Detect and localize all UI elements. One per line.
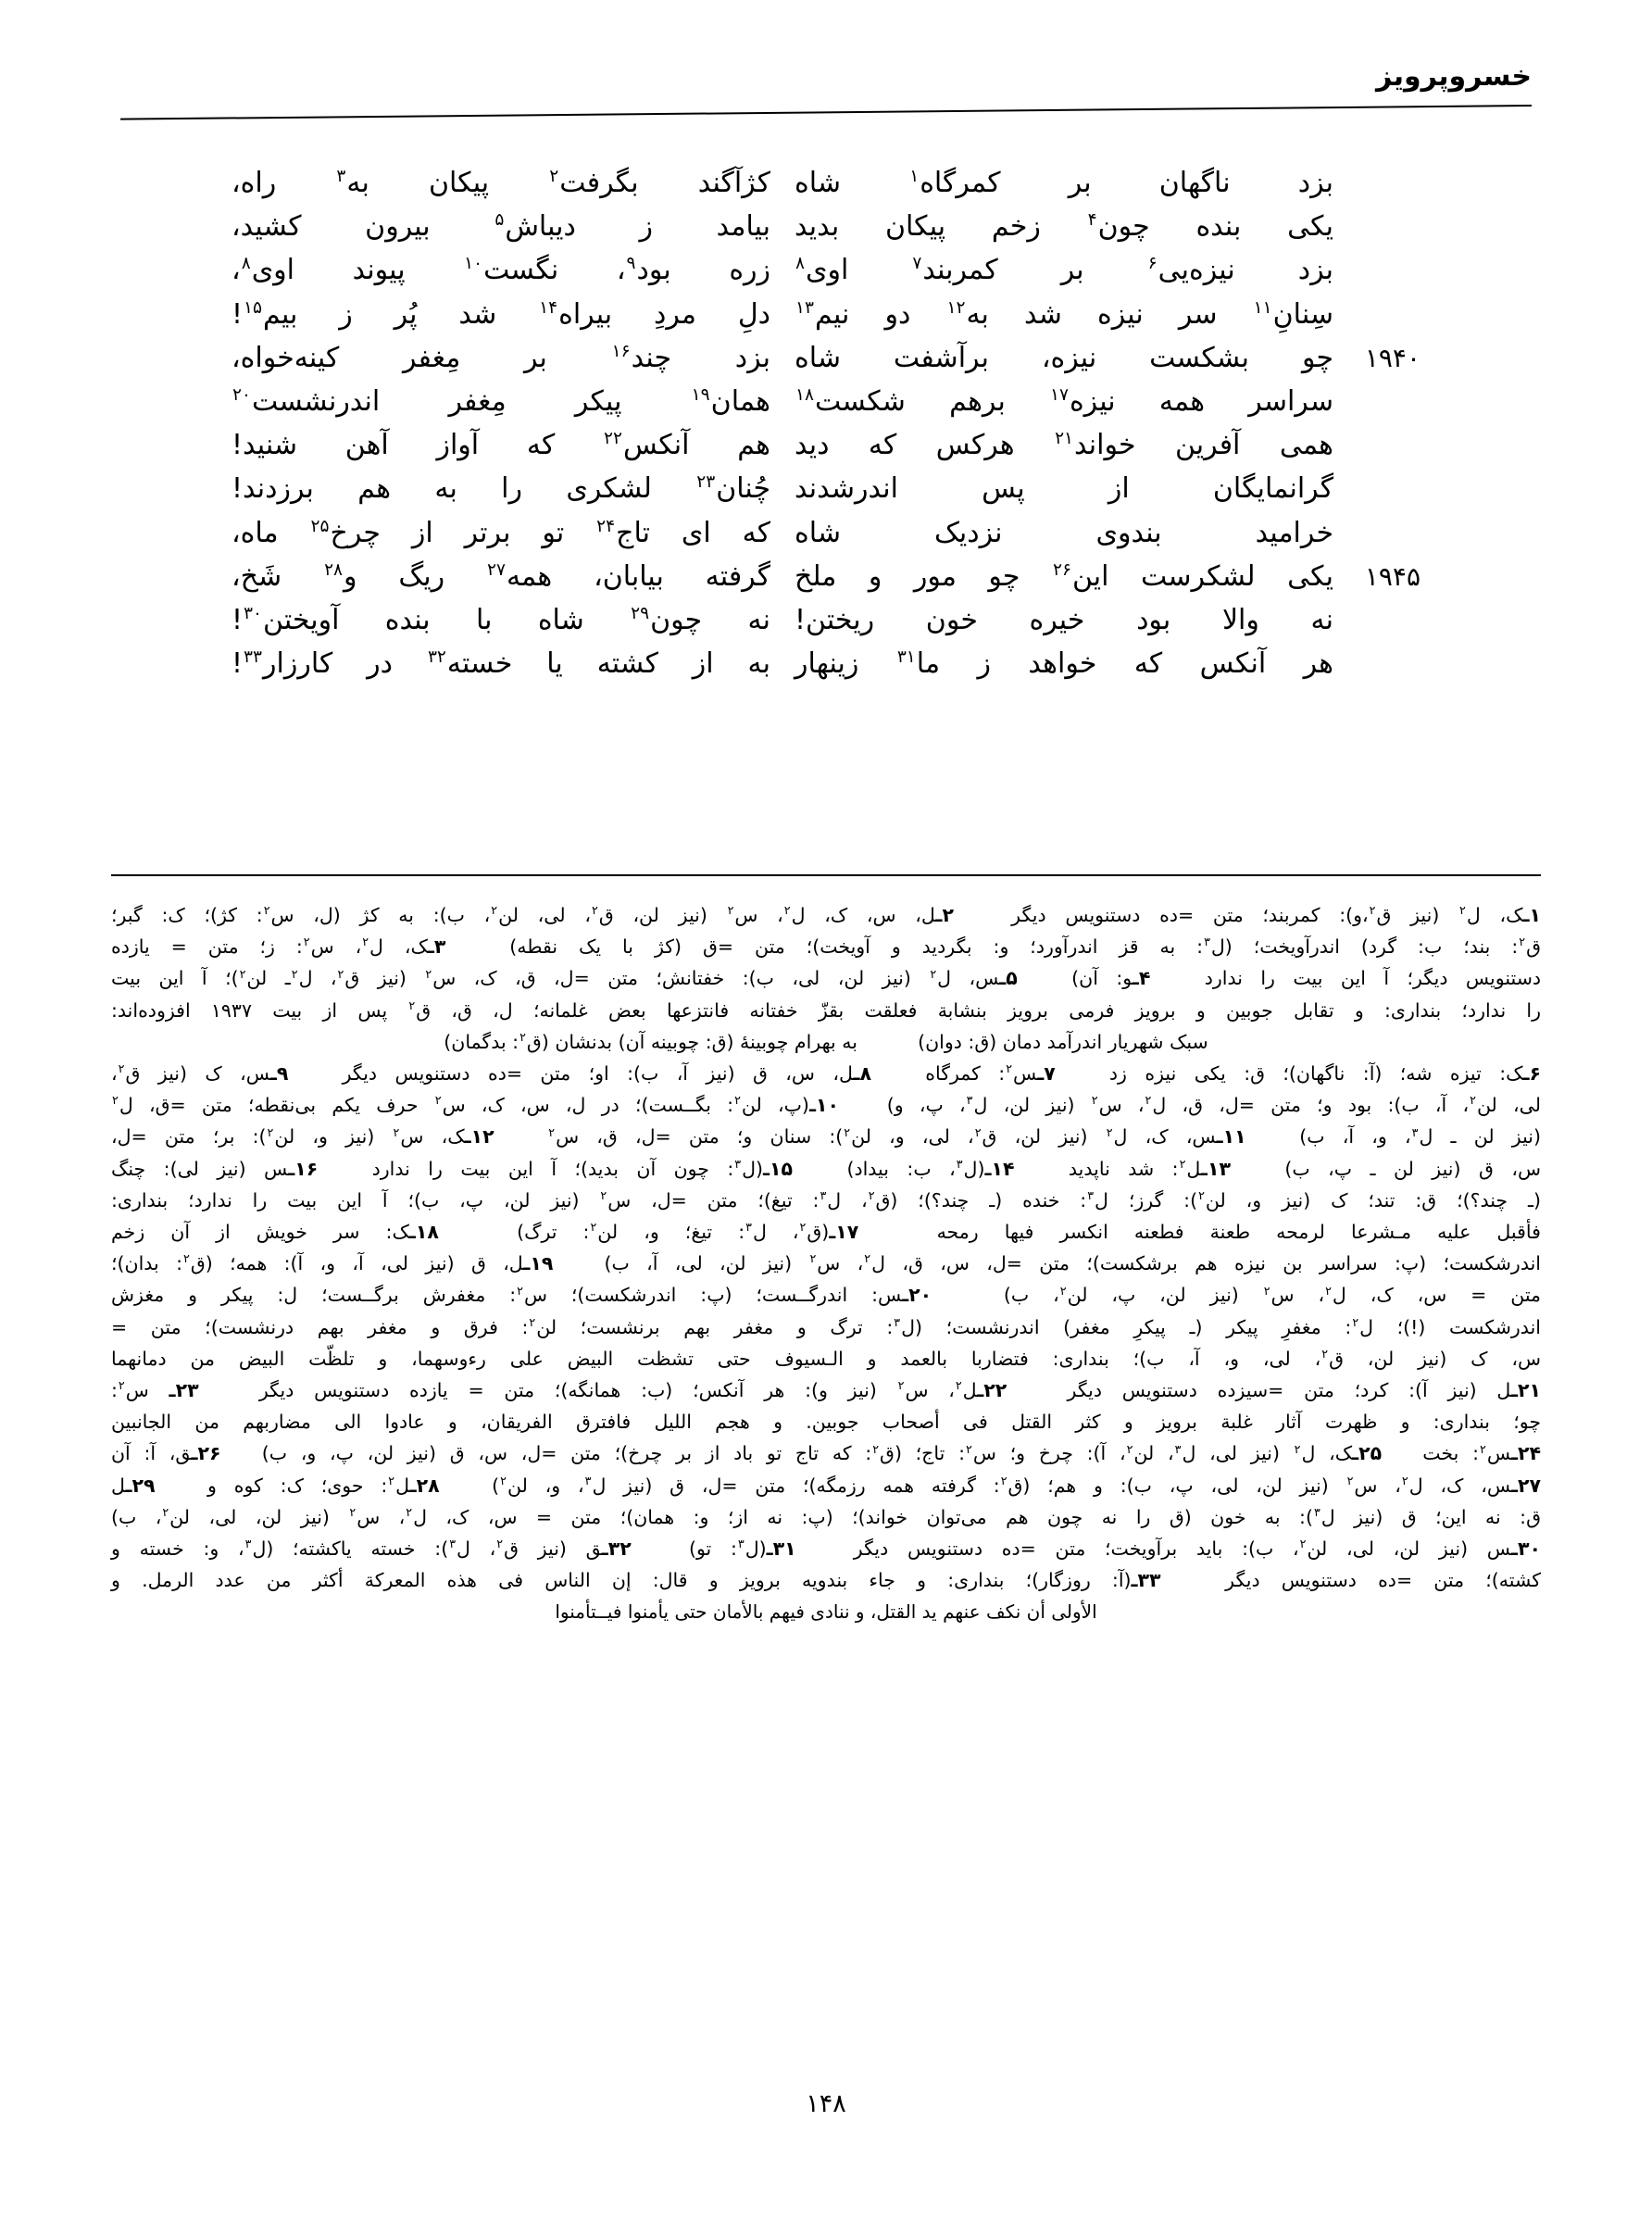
verse-hemistich-first: بزد نیزه‌یی$^۶$ بر کمربند$^۷$ اوی$^۸$ (795, 254, 1333, 287)
apparatus-line: فأقبل علیه مـشرعا لرمحه طعنة فطعنه انکسر فیها رمحه ۱۷ـ(ق$^۲$، ل$^۳$: تیغ؛ و، لن$^۲$: ترگ) ۱۸ـک: سر خویش از آن زخم (111, 1220, 1541, 1244)
page-number: ۱۴۸ (806, 2090, 846, 2118)
verse-number: ۱۹۴۰ (1364, 342, 1420, 373)
verse-hemistich-first: چو بشکست نیزه، برآشفت شاه (795, 341, 1333, 374)
verse-line (232, 427, 1420, 464)
verse-hemistich-first: بزد ناگهان بر کمرگاه$^۱$ شاه (795, 167, 1333, 199)
verse-line (232, 165, 1420, 202)
verse-line (232, 558, 1420, 596)
verse-hemistich-second: گرفته بیابان، همه$^{۲۷}$ ریگ و$^{۲۸}$ شَخ، (232, 559, 770, 593)
verse-hemistich-second: که ای تاج$^{۲۴}$ تو برتر از چرخ$^{۲۵}$ ماه، (232, 516, 770, 549)
verse-hemistich-second: نه چون$^{۲۹}$ شاه با بنده آویختن$^{۳۰}$! (232, 603, 770, 636)
apparatus-line: ۲۴ـس$^۲$: بخت ۲۵ـک، ل$^۲$ (نیز لی، ل$^۳$، لن$^۲$، آ): چرخ و؛ س$^۲$: تاج؛ (ق$^۲$: که تاج تو باد از بر چرخ)؛ متن =ل، س، ق (نیز لن، پ، و، ب) ۲۶ـق، آ: آن (111, 1441, 1542, 1465)
verse-hemistich-first: همی آفرین خواند$^{۲۱}$ هرکس که دید (795, 429, 1333, 462)
apparatus-line: (ـ چند؟)؛ ق: تند؛ ک (نیز و، لن$^۲$): گرز؛ ل$^۳$: خنده (ـ چند؟)؛ (ق$^۲$، ل$^۳$: تیغ)؛ متن =ل، س$^۲$ (نیز لن، پ، ب)؛ آ این بیت را ندارد؛ بنداری: (111, 1188, 1541, 1211)
apparatus-line: متن = س، ک، ل$^۲$، س$^۲$ (نیز لن، پ، لن$^۲$، ب) ۲۰ـس: اندرگــست؛ (پ: اندرشکست)؛ س$^۲$: مغفرش برگــست؛ ل: پیکر و مغزش (111, 1283, 1542, 1307)
verse-line (232, 383, 1420, 420)
verse-block (232, 165, 1420, 689)
apparatus-line: ۲۷ـس، ک، ل$^۲$، س$^۲$ (نیز لن، لی، پ، ب): و هم؛ (ق$^۲$: گرفته همه رزمگه)؛ متن =ل، ق (نیز ل$^۳$، و، لن$^۲$) ۲۸ـل$^۲$: حوی؛ ک: کوه و ۲۹ـل (111, 1473, 1541, 1497)
verse-hemistich-second: بزد چند$^{۱۶}$ بر مِغفر کینه‌خواه، (232, 341, 770, 374)
apparatus-line: لی، لن$^۲$، آ، ب): بود و؛ متن =ل، ق، ل$^۲$، س$^۲$ (نیز لن، ل$^۳$، پ، و) ۱۰ـ(پ، لن$^۲$: بگــست)؛ در ل، س، ک، س$^۲$ حرف یکم بی‌نقطه؛ متن =ق، ل$^۲$ (112, 1093, 1541, 1117)
verse-line (232, 252, 1420, 289)
verse-line (232, 296, 1420, 333)
verse-line (232, 602, 1420, 639)
verse-number: ۱۹۴۵ (1364, 560, 1420, 592)
verse-hemistich-second: زره بود$^۹$، نگست$^{۱۰}$ پیوند اوی$^۸$، (232, 254, 771, 287)
apparatus-line: اندرشکست (!)؛ ل$^۲$: مغفرِ پیکر (ـ پیکرِ مغفر) اندرنشست؛ (ل$^۳$: ترگ و مغفر بهم برنشست؛ لن$^۲$: فرق و مغفر بهم درنشست)؛ متن = (111, 1314, 1541, 1338)
verse-line (232, 646, 1420, 683)
verse-hemistich-first: یکی بنده چون$^۴$ زخم پیکان بدید (795, 210, 1333, 244)
verse-hemistich-first: سراسر همه نیزه$^{۱۷}$ برهم شکست$^{۱۸}$ (795, 384, 1333, 418)
verse-hemistich-second: دلِ مردِ بیراه$^{۱۴}$ شد پُر ز بیم$^{۱۵}$! (232, 297, 770, 331)
apparatus-line: ۶ـک: تیزه شه؛ (آ: ناگهان)؛ ق: یکی نیزه زد ۷ـس$^۲$: کمرگاه ۸ـل، س، ق (نیز آ، ب): او؛ متن =ده دستنویس دیگر ۹ـس، ک (نیز ق$^۲$، (111, 1061, 1541, 1086)
apparatus-line: ۲۱ـل (نیز آ): کرد؛ متن =سیزده دستنویس دیگر ۲۲ـل$^۲$، س$^۲$ (نیز و): هر آنکس؛ (ب: همانگه)؛ متن = یازده دستنویس دیگر ۲۳ـ س$^۲$: (111, 1378, 1541, 1402)
apparatus-line: را ندارد؛ بنداری: و تقابل جوبین و برویز فرمی برویز بنشابة فعلقت بقزّ خفتانه فانتزعها بعض غلمانه؛ ل، ق، ق$^۲$ پس از بیت ۱۹۳۷ افزوده‌اند: (111, 998, 1541, 1022)
apparatus-line: ق: نه این؛ ق (نیز ل$^۳$): به خون (ق را نه چون هم می‌توان خواند)؛ (پ: نه از؛ و: همان)؛ متن = س، ک، ل$^۲$، س$^۲$ (نیز لن، لی، لن$^۲$، ب) (111, 1505, 1541, 1528)
verse-hemistich-first: گرانمایگان از پس اندرشدند (795, 472, 1333, 506)
apparatus-line: کشته)؛ متن =ده دستنویس دیگر ۳۳ـ(آ: روزگار)؛ بنداری: و جاء بندویه برویز و قال: إن الناس فی هذه المعرکة أکثر من عدد الرمل. و (111, 1569, 1541, 1592)
apparatus-line: الأولی أن نکف عنهم ید القتل، و ننادی فیهم بالأمان حتی یأمنوا فیــتأمنوا (555, 1600, 1097, 1624)
running-head-title: خسروپرویز (1376, 60, 1532, 93)
apparatus-line: ۱ـک، ل$^۲$ (نیز ق$^۲$،و): کمربند؛ متن =ده دستنویس دیگر ۲ـل، س، ک، ل$^۲$، س$^۲$ (نیز لن، ق$^۲$، لی، لن$^۲$، ب): به کژ (ل، س$^۲$: کژ)؛ ک: گبر؛ (111, 903, 1541, 926)
critical-apparatus (111, 900, 1541, 1628)
apparatus-line: (نیز لن ـ ل$^۳$، و، آ، ب) ۱۱ـس، ک، ل$^۲$ (نیز لن، ق$^۲$، لی، و، لن$^۲$): سنان و؛ متن =ل، ق، س$^۲$ ۱۲ـک، س$^۲$ (نیز و، لن$^۲$): بر؛ متن =ل، (111, 1124, 1542, 1148)
verse-hemistich-second: چُنان$^{۲۳}$ لشکری را به هم برزدند! (232, 472, 770, 506)
apparatus-line: س، ک (نیز لن، ق$^۲$، لی، و، آ، ب)؛ بنداری: فتضاربا بالعمد و الـسیوف حتی تشظت البیض علی رءوسهما، و تلظّت البیض من دمانهما (111, 1347, 1541, 1370)
verse-hemistich-first: هر آنکس که خواهد ز ما$^{۳۱}$ زینهار (795, 647, 1333, 681)
apparatus-line: دستنویس دیگر؛ آ این بیت را ندارد ۴ـو: آن) ۵ـس، ل$^۲$ (نیز لن، لی، ب): خفتانش؛ متن =ل، ق، ک، س$^۲$ (نیز ق$^۲$، ل$^۲$ـ لن$^۲$)؛ آ این بیت (111, 966, 1542, 990)
apparatus-line: اندرشکست؛ (پ: سراسر بن نیزه هم برشکست)؛ متن =ل، س، ق، ل$^۲$، س$^۲$ (نیز لن، لی، آ، ب) ۱۹ـل، ق (نیز لی، آ، و، آ): همه؛ (ق$^۲$: بدان)؛ (111, 1251, 1541, 1275)
verse-hemistich-first: سِنانِ$^{۱۱}$ سر نیزه شد به$^{۱۲}$ دو نیم$^{۱۳}$ (795, 297, 1334, 331)
apparatus-line: چو؛ بنداری: و ظهرت آثار غلبة برویز و کثر القتل فی أصحاب جوبین. و هجم اللیل فافترق الفریقان، و عادوا الی مضاربهم من الجانبین (111, 1411, 1541, 1434)
verse-line (232, 471, 1420, 508)
verse-hemistich-second: به از کشته یا خسته$^{۳۲}$ در کارزار$^{۳۳}$! (232, 647, 770, 681)
verse-hemistich-second: هم آنکس$^{۲۲}$ که آواز آهن شنید! (232, 429, 770, 462)
verse-hemistich-first: خرامید بندوی نزدیک شاه (795, 516, 1333, 549)
verse-line (232, 515, 1420, 552)
verse-line (232, 340, 1420, 377)
verse-hemistich-first: نه والا بود خیره خون ریختن! (795, 603, 1333, 636)
running-head (120, 60, 1532, 119)
apparatus-line: س، ق (نیز لن ـ پ، ب) ۱۳ـل$^۲$: شد ناپدید ۱۴ـ(ل$^۳$، ب: بیداد) ۱۵ـ(ل$^۳$: چون آن بدید)؛ آ این بیت را ندارد ۱۶ـس (نیز لی): چنگ (111, 1156, 1541, 1180)
apparatus-line: سبک شهریار اندرآمد دمان (ق: دوان) به بهرام چوبینهٔ (ق: چوبینه آن) بدنشان (ق$^۲$: بدگمان) (444, 1029, 1208, 1053)
verse-hemistich-second: کژآگند بگرفت$^۲$ پیکان به$^۳$ راه، (232, 167, 770, 199)
apparatus-separator-rule (111, 874, 1541, 876)
running-head-rule (120, 105, 1532, 120)
verse-hemistich-second: همان$^{۱۹}$ پیکر مِغفر اندرنشست$^{۲۰}$ (232, 384, 770, 418)
verse-hemistich-first: یکی لشکرست این$^{۲۶}$ چو مور و ملخ (795, 559, 1333, 593)
verse-hemistich-second: بیامد ز دیباش$^۵$ بیرون کشید، (232, 210, 770, 244)
verse-line (232, 208, 1420, 245)
apparatus-line: ق$^۲$: بند؛ ب: گرد) اندرآویخت؛ (ل$^۳$: به قز اندرآورد؛ و: بگردید و آویخت)؛ متن =ق (کژ با یک نقطه) ۳ـک، ل$^۲$، س$^۲$: ز؛ متن = یازده (111, 935, 1541, 959)
apparatus-line: ۳۰ـس (نیز لن، لی، لن$^۲$، ب): باید برآویخت؛ متن =ده دستنویس دیگر ۳۱ـ(ل$^۳$: تو) ۳۲ـق (نیز ق$^۲$، ل$^۳$): خسته یاکشته؛ (ل$^۳$، و: خسته و (111, 1537, 1541, 1561)
